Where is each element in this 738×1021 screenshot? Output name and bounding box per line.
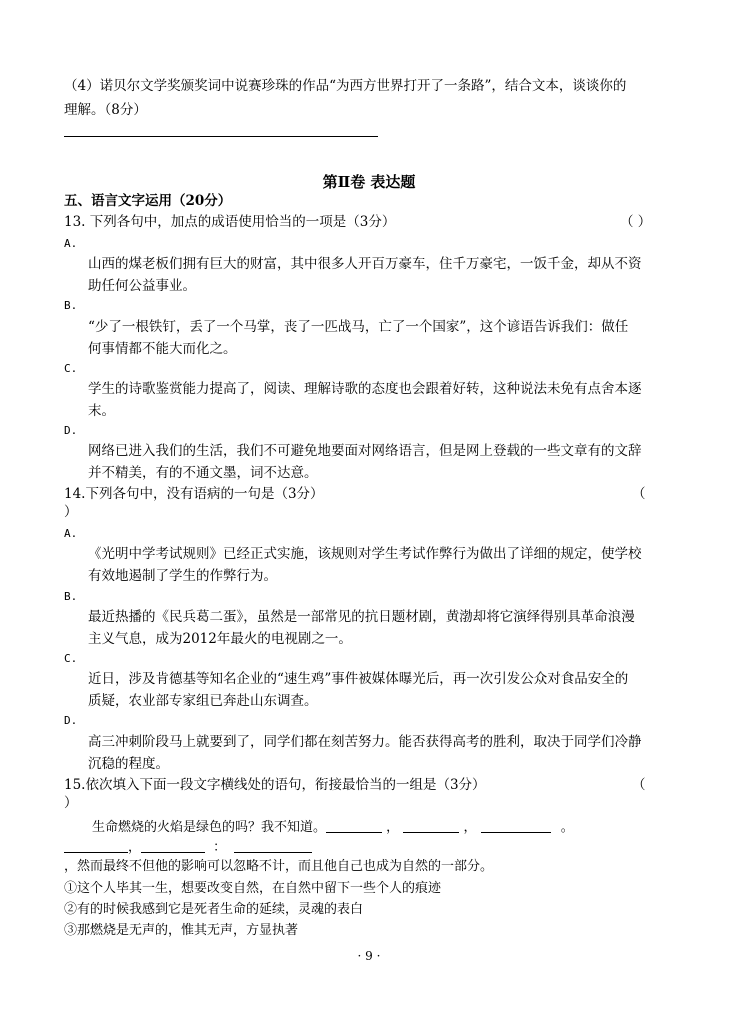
q14-option-c-line2: 质疑，农业部专家组已奔赴山东调查。	[88, 693, 318, 709]
q14-option-b-letter: B.	[64, 590, 78, 603]
q15-comma-3: ，	[128, 840, 142, 855]
q14-stem: 14.下列各句中，没有语病的一句是（3分）	[64, 486, 324, 502]
q14-option-d-line2: 沉稳的程度。	[88, 756, 169, 772]
q13-option-d-line1: 网络已进入我们的生活，我们不可避免地要面对网络语言，但是网上登载的一些文章有的文辞	[88, 443, 642, 459]
q15-blank-3[interactable]	[481, 818, 551, 833]
q15-blank-5[interactable]	[141, 838, 205, 853]
q14-paren-open: （	[632, 486, 646, 502]
q15-item-2: ②有的时候我感到它是死者生命的延续，灵魂的表白	[64, 902, 364, 917]
q13-option-c-line2: 末。	[88, 403, 115, 419]
section-title: 第Ⅱ卷 表达题	[322, 173, 416, 191]
q14-option-c-line1: 近日，涉及肯德基等知名企业的“速生鸡”事件被媒体曝光后，再一次引发公众对食品安全的	[88, 671, 629, 687]
q14-option-c-letter: C.	[64, 652, 78, 665]
q15-comma-2: ，	[463, 820, 477, 835]
q13-option-b-line2: 何事情都不能大而化之。	[88, 341, 237, 357]
q15-blank-4[interactable]	[64, 838, 128, 853]
q13-option-b-letter: B.	[64, 299, 78, 312]
q15-period: 。	[560, 820, 574, 835]
q13-option-b-line1: “少了一根铁钉，丢了一个马掌，丧了一匹战马，亡了一个国家”，这个谚语告诉我们：做任	[88, 319, 629, 335]
q13-option-d-letter: D.	[64, 424, 78, 437]
q14-option-a-line2: 有效地遏制了学生的作弊行为。	[88, 568, 277, 584]
q15-comma-1: ，	[386, 820, 400, 835]
q15-colon: ：	[213, 840, 227, 855]
q14-paren-close: ）	[64, 504, 78, 520]
q13-option-a-line2: 助任何公益事业。	[88, 278, 196, 294]
q15-blank-6[interactable]	[234, 838, 312, 853]
q15-stem: 15.依次填入下面一段文字横线处的语句，衔接最恰当的一组是（3分）	[64, 777, 486, 793]
q14-option-d-letter: D.	[64, 714, 78, 727]
q13-stem: 13. 下列各句中，加点的成语使用恰当的一项是（3分）	[64, 214, 396, 230]
q13-option-a-line1: 山西的煤老板们拥有巨大的财富，其中很多人开百万豪车，住千万豪宅，一饭千金，却从不资	[88, 256, 642, 272]
q15-blank-1[interactable]	[326, 818, 382, 833]
q15-item-1: ①这个人毕其一生，想要改变自然，在自然中留下一些个人的痕迹	[64, 881, 442, 896]
q14-option-a-letter: A.	[64, 527, 78, 540]
q15-passage-start: 生命燃烧的火焰是绿色的吗？我不知道。	[92, 820, 327, 835]
q4-line2: 理解。（8分）	[64, 102, 147, 118]
section5-heading: 五、语言文字运用（20分）	[64, 193, 232, 209]
q15-passage-end: ，然而最终不但他的影响可以忽略不计，而且他自己也成为自然的一部分。	[64, 859, 494, 874]
page-number: · 9 ·	[357, 949, 381, 963]
answer-line	[64, 136, 378, 137]
q15-paren-open: （	[632, 777, 646, 793]
q14-option-b-line1: 最近热播的《民兵葛二蛋》，虽然是一部常见的抗日题材剧，黄渤却将它演绎得别具革命浪漫	[88, 609, 635, 625]
q15-blank-2[interactable]	[403, 818, 459, 833]
q13-option-c-letter: C.	[64, 362, 78, 375]
q4-line1: （4）诺贝尔文学奖颁奖词中说赛珍珠的作品“为西方世界打开了一条路”，结合文本，谈谈你的	[64, 78, 627, 94]
q14-option-d-line1: 高三冲刺阶段马上就要到了，同学们都在刻苦努力。能否获得高考的胜利，取决于同学们冷静	[88, 734, 642, 750]
q14-option-a-line1: 《光明中学考试规则》已经正式实施，该规则对学生考试作弊行为做出了详细的规定，使学校	[88, 546, 642, 562]
q13-option-d-line2: 并不精美，有的不通文墨，词不达意。	[88, 465, 318, 481]
q15-passage-line2	[64, 838, 312, 857]
q15-paren-close: ）	[64, 795, 78, 811]
q13-option-c-line1: 学生的诗歌鉴赏能力提高了，阅读、理解诗歌的态度也会跟着好转，这种说法未免有点舍本逐	[88, 381, 642, 397]
q15-item-3: ③那燃烧是无声的，惟其无声，方显执著	[64, 923, 299, 938]
q13-option-a-letter: A.	[64, 237, 78, 250]
q14-option-b-line2: 主义气息，成为2012年最火的电视剧之一。	[88, 631, 352, 647]
q15-passage-line1	[92, 818, 574, 837]
q13-answer-paren: （ ）	[620, 214, 652, 230]
